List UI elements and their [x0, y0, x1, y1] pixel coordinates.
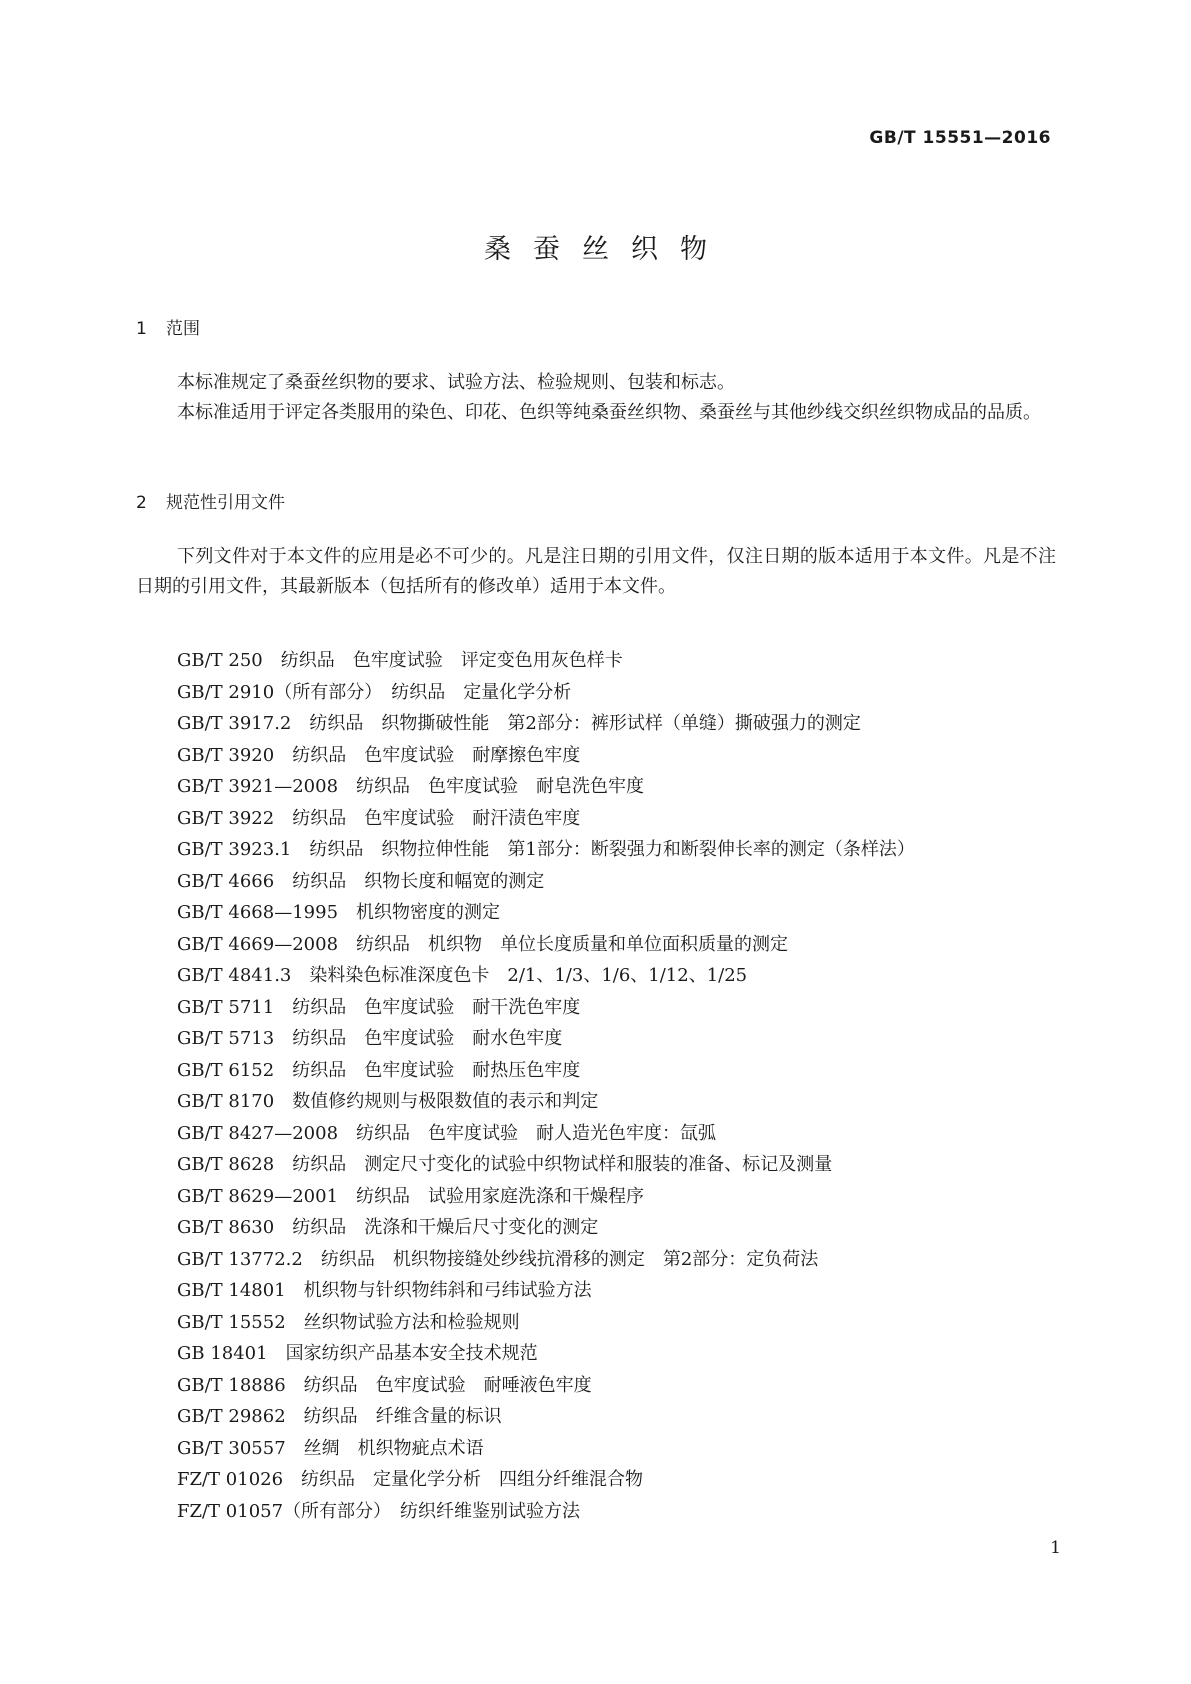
reference-item: GB/T 250 纺织品 色牢度试验 评定变色用灰色样卡 — [177, 650, 623, 671]
page-number: 1 — [1050, 1538, 1061, 1558]
reference-item: GB/T 2910（所有部分） 纺织品 定量化学分析 — [177, 681, 572, 703]
reference-item: GB/T 5713 纺织品 色牢度试验 耐水色牢度 — [177, 1028, 563, 1049]
reference-item: GB/T 8427—2008 纺织品 色牢度试验 耐人造光色牢度：氙弧 — [177, 1122, 717, 1144]
reference-item: GB/T 3921—2008 纺织品 色牢度试验 耐皂洗色牢度 — [177, 776, 645, 797]
reference-item: GB/T 8628 纺织品 测定尺寸变化的试验中织物试样和服装的准备、标记及测量 — [177, 1154, 833, 1175]
reference-item: GB/T 4841.3 染料染色标准深度色卡 2/1、1/3、1/6、1/12、1/25 — [177, 965, 748, 986]
reference-item: GB/T 8170 数值修约规则与极限数值的表示和判定 — [177, 1091, 599, 1112]
paragraph: 本标准适用于评定各类服用的染色、印花、色织等纯桑蚕丝织物、桑蚕丝与其他纱线交织丝织物成品的品质。 — [177, 402, 1041, 423]
section-number: 1 — [136, 319, 147, 339]
references-intro — [136, 542, 1056, 602]
reference-item: GB/T 3920 纺织品 色牢度试验 耐摩擦色牢度 — [177, 744, 581, 766]
reference-item: FZ/T 01026 纺织品 定量化学分析 四组分纤维混合物 — [177, 1469, 644, 1490]
section-heading-normative-references — [136, 488, 285, 513]
reference-item: GB 18401 国家纺织产品基本安全技术规范 — [177, 1343, 538, 1364]
document-title: 桑蚕丝织物 — [484, 234, 729, 265]
reference-item: GB/T 18886 纺织品 色牢度试验 耐唾液色牢度 — [177, 1374, 592, 1396]
reference-item: GB/T 4669—2008 纺织品 机织物 单位长度质量和单位面积质量的测定 — [177, 933, 789, 955]
reference-item: GB/T 15552 丝织物试验方法和检验规则 — [177, 1311, 520, 1333]
reference-item: GB/T 5711 纺织品 色牢度试验 耐干洗色牢度 — [177, 996, 581, 1018]
reference-list — [177, 645, 915, 1527]
reference-item: GB/T 4668—1995 机织物密度的测定 — [177, 902, 501, 923]
reference-item: GB/T 8630 纺织品 洗涤和干燥后尺寸变化的测定 — [177, 1217, 599, 1238]
reference-item: GB/T 29862 纺织品 纤维含量的标识 — [177, 1406, 502, 1427]
section-title: 范围 — [166, 319, 200, 339]
scope-text — [136, 368, 1056, 428]
reference-item: GB/T 3917.2 纺织品 织物撕破性能 第2部分：裤形试样（单缝）撕破强力的测定 — [177, 713, 861, 734]
reference-item: GB/T 6152 纺织品 色牢度试验 耐热压色牢度 — [177, 1059, 581, 1081]
reference-item: GB/T 8629—2001 纺织品 试验用家庭洗涤和干燥程序 — [177, 1185, 645, 1207]
reference-item: GB/T 30557 丝绸 机织物疵点术语 — [177, 1437, 484, 1459]
reference-item: GB/T 3923.1 纺织品 织物拉伸性能 第1部分：断裂强力和断裂伸长率的测定（条样法） — [177, 839, 915, 860]
reference-item: FZ/T 01057（所有部分） 纺织纤维鉴别试验方法 — [177, 1500, 581, 1522]
section-title: 规范性引用文件 — [166, 493, 285, 513]
paragraph: 本标准规定了桑蚕丝织物的要求、试验方法、检验规则、包装和标志。 — [177, 372, 735, 393]
reference-item: GB/T 13772.2 纺织品 机织物接缝处纱线抗滑移的测定 第2部分：定负荷法 — [177, 1248, 819, 1270]
reference-item: GB/T 3922 纺织品 色牢度试验 耐汗渍色牢度 — [177, 807, 581, 829]
section-heading-scope — [136, 314, 200, 339]
reference-item: GB/T 14801 机织物与针织物纬斜和弓纬试验方法 — [177, 1280, 592, 1301]
reference-item: GB/T 4666 纺织品 织物长度和幅宽的测定 — [177, 870, 545, 892]
paragraph: 下列文件对于本文件的应用是必不可少的。凡是注日期的引用文件，仅注日期的版本适用于本文件。凡是不注日期的引用文件，其最新版本（包括所有的修改单）适用于本文件。 — [136, 546, 1056, 597]
section-number: 2 — [136, 493, 147, 513]
standard-code: GB/T 15551—2016 — [869, 128, 1051, 148]
